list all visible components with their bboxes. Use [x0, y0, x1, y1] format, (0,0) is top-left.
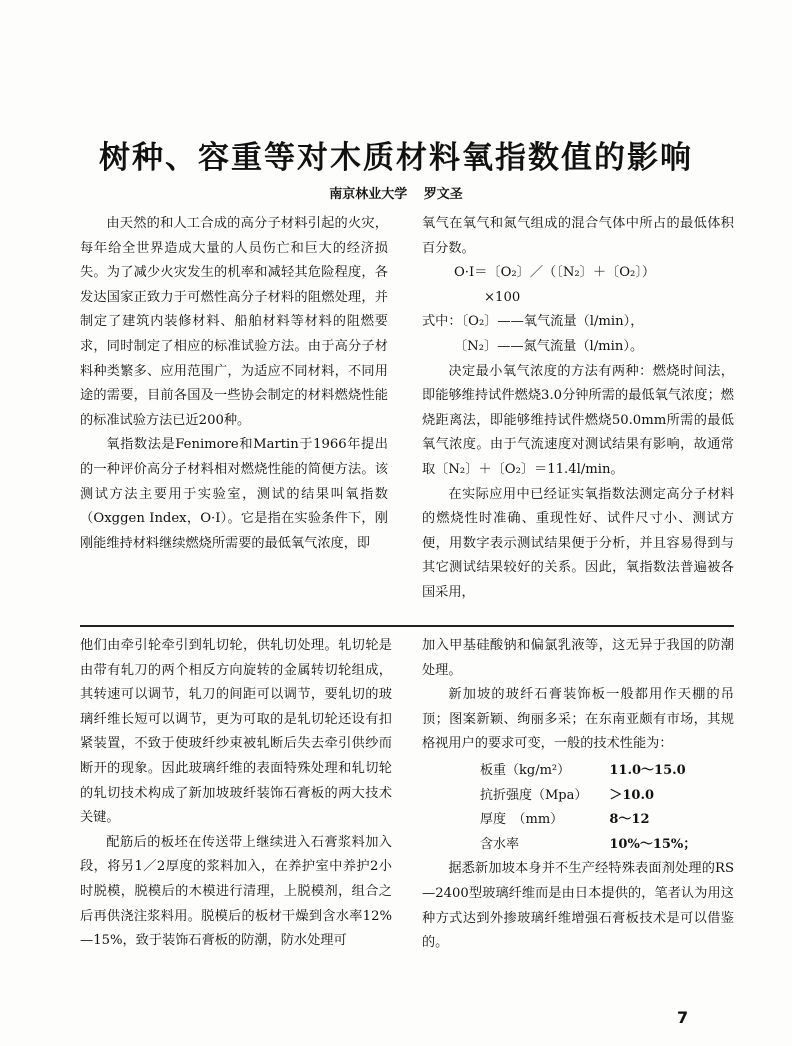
equation-continuation: ×100	[484, 289, 521, 305]
paragraph: 在实际应用中已经证实氧指数法测定高分子材料的燃烧性时准确、重现性好、试件尺寸小、测试方便，用数字表示测试结果便于分析，并且容易得到与其它测试结果较好的关系。因此，氧指数法普遍被各国采用，	[422, 486, 734, 600]
paragraph: 氧气在氧气和氮气组成的混合气体中所占的最低体积百分数。	[422, 216, 734, 256]
column-top-right	[422, 212, 734, 606]
property-label: 抗折强度（Mpa）	[480, 787, 588, 803]
property-value: 11.0～15.0	[609, 762, 686, 778]
paragraph: 由天然的和人工合成的高分子材料引起的火灾，每年给全世界造成大量的人员伤亡和巨大的经济损失。为了减少火灾发生的机率和减轻其危险程度，各发达国家正致力于可燃性高分子材料的阻燃处理，并制定了建筑内装修材料、船舶材料等材料的阻燃要求，同时制定了相应的标准试验方法。由于高分子材料种类繁多、应用范围广，为适应不同材料，不同用途的需要，目前各国及一些协会制定的材料燃烧性能的标准试验方法已近200种。	[80, 216, 388, 428]
paragraph: 加入甲基硅酸钠和偏氯乳液等，这无异于我国的防潮处理。	[422, 638, 734, 678]
table-row	[480, 759, 696, 784]
table-row	[480, 833, 696, 858]
property-value: 8～12	[609, 812, 650, 828]
author-affiliation: 南京林业大学	[329, 187, 408, 202]
section-divider	[80, 625, 734, 627]
paragraph: 据悉新加坡本身并不生产经特殊表面剂处理的RS—2400型玻璃纤维而是由日本提供的，笔者认为用这种方式达到外掺玻璃纤维增强石膏板技术是可以借鉴的。	[422, 861, 734, 951]
property-label: 厚度 （mm）	[480, 812, 564, 828]
properties-table	[480, 759, 696, 857]
author-line	[0, 183, 792, 202]
property-label: 板重（kg/m²）	[480, 762, 571, 778]
article-title: 树种、容重等对木质材料氧指数值的影响	[99, 140, 693, 176]
paragraph: 新加坡的玻纤石膏装饰板一般都用作天棚的吊顶；图案新颖、绚丽多采；在东南亚颇有市场，其规格视用户的要求可变，一般的技术性能为：	[422, 687, 734, 752]
paragraph: 决定最小氧气浓度的方法有两种：燃烧时间法，即能够维持试件燃烧3.0分钟所需的最低氧气浓度；燃烧距离法，即能够维持试件燃烧50.0mm所需的最低氧气浓度。由于气流速度对测试结果有影响，故通常取〔N₂〕＋〔O₂〕＝11.4l/min。	[422, 363, 734, 477]
equation-legend: 〔N₂〕——氮气流量（l/min）。	[454, 338, 644, 354]
page-number: 7	[677, 1008, 689, 1027]
column-bottom-right	[422, 634, 734, 956]
equation: O·I＝〔O₂〕／（〔N₂〕＋〔O₂〕）	[454, 265, 656, 281]
table-row	[480, 784, 696, 809]
property-value: ＞10.0	[609, 787, 655, 803]
property-value: 10%～15%；	[609, 836, 697, 852]
paragraph: 他们由牵引轮牵引到轧切轮，供轧切处理。轧切轮是由带有轧刀的两个相反方向旋转的金属转切轮组成，其转速可以调节，轧刀的间距可以调节，要轧切的玻璃纤维长短可以调节，更为可取的是轧切轮还设有扣紧装置，不致于使玻纤纱束被轧断后失去牵引供纱而断开的现象。因此玻璃纤维的表面特殊处理和轧切轮的轧切技术构成了新加坡玻纤装饰石膏板的两大技术关键。	[80, 638, 392, 826]
column-top-left	[80, 212, 388, 556]
author-name: 罗文圣	[423, 187, 463, 202]
column-bottom-left	[80, 634, 392, 954]
equation-legend: 式中：〔O₂〕——氧气流量（l/min），	[422, 314, 644, 330]
property-label: 含水率	[480, 836, 520, 852]
paragraph: 配筋后的板坯在传送带上继续进入石膏浆料加入段，将另1／2厚度的浆料加入，在养护室中养护2小时脱模，脱模后的木模进行清理，上脱模剂，组合之后再供浇注浆料用。脱模后的板材干燥到含水率12%—15%，致于装饰石膏板的防潮，防水处理可	[80, 834, 392, 949]
paragraph: 氧指数法是Fenimore和Martin于1966年提出的一种评价高分子材料相对燃烧性能的简便方法。该测试方法主要用于实验室，测试的结果叫氧指数（Oxggen Index，O·I）。它是指在实验条件下，刚刚能维持材料继续燃烧所需要的最低氧气浓度，即	[80, 437, 388, 551]
table-row	[480, 808, 696, 833]
